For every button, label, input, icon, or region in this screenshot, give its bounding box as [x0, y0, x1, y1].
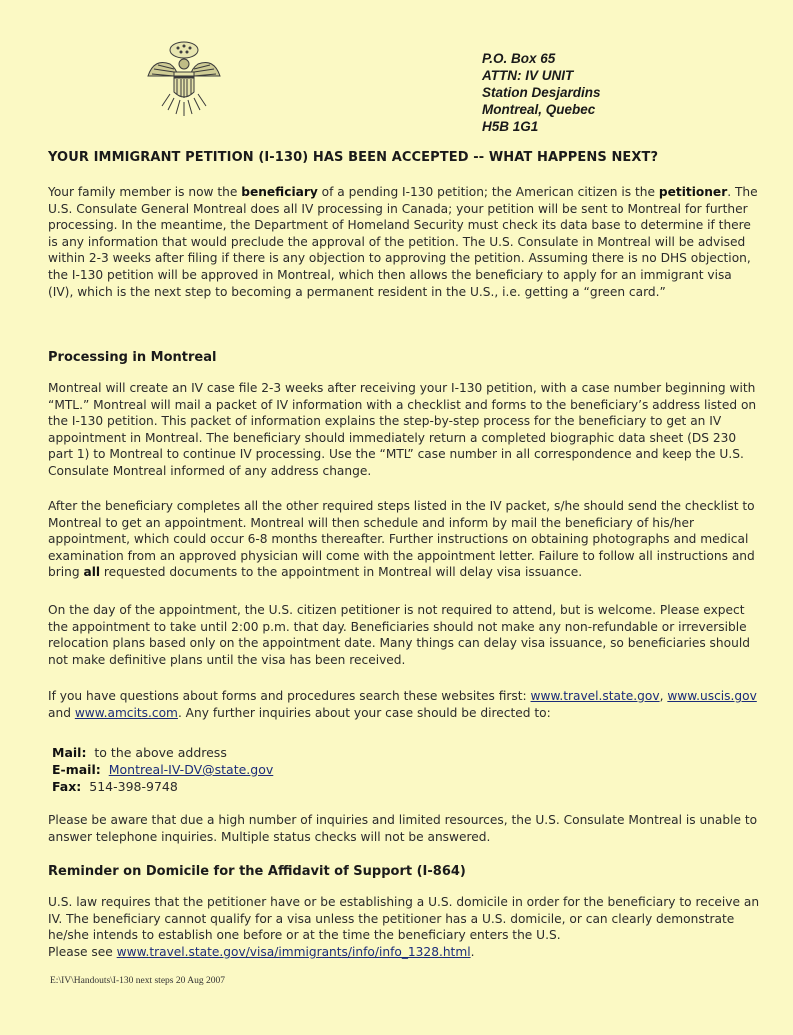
paragraph-text: On the day of the appointment, the U.S. citizen petitioner is not required to attend, but is welcome. Please expect the appointment to take until 2:00 p.m. that day. Beneficiaries should not make any non-refundable or irreversible relocation plans based only on the appointment date. Many things can delay visa issuance, so beneficiaries should not make definitive plans until the visa has been received. [48, 603, 750, 667]
emphasis-all: all [83, 565, 101, 580]
petitioner-term: petitioner [658, 185, 728, 199]
email-link[interactable]: Montreal-IV-DV@state.gov [108, 762, 274, 777]
address-line: P.O. Box 65 [482, 51, 556, 66]
text: . Any further inquiries about your case should be directed to: [177, 705, 551, 720]
notice-paragraph [48, 812, 760, 845]
text: and [48, 705, 75, 720]
address-line: ATTN: IV UNIT [482, 68, 574, 83]
travel-state-gov-link[interactable]: www.travel.state.gov [530, 689, 660, 703]
websites-paragraph [48, 688, 760, 721]
processing-paragraph-2 [48, 498, 760, 581]
great-seal-icon [140, 36, 228, 124]
processing-paragraph-3 [48, 602, 760, 668]
text: of a pending I-130 petition; the American citizen is the [317, 185, 659, 199]
email-label: E-mail: [52, 762, 101, 777]
intro-paragraph [48, 184, 760, 300]
fax-label: Fax: [52, 779, 82, 794]
paragraph-text: U.S. law requires that the petitioner have or be establishing a U.S. domicile in order for the beneficiary to receive an IV. The beneficiary cannot qualify for a visa unless the petitioner has a U.S. domicile, or can clearly demonstrate he/she intends to establish one before or at the time the beneficiary enters the U.S. [48, 895, 760, 943]
domicile-info-link[interactable]: www.travel.state.gov/visa/immigrants/info/info_1328.html [116, 944, 471, 959]
text: Your family member is now the [48, 185, 242, 199]
contact-block [52, 744, 273, 795]
section-heading-processing: Processing in Montreal [48, 350, 217, 365]
processing-paragraph-1 [48, 380, 760, 480]
page-title: YOUR IMMIGRANT PETITION (I-130) HAS BEEN ACCEPTED -- WHAT HAPPENS NEXT? [48, 150, 659, 165]
address-line: Station Desjardins [482, 85, 601, 100]
mail-label: Mail: [52, 745, 87, 760]
section-heading-reminder: Reminder on Domicile for the Affidavit of Support (I-864) [48, 864, 466, 879]
amcits-com-link[interactable]: www.amcits.com [74, 705, 178, 720]
paragraph-text: Montreal will create an IV case file 2-3 weeks after receiving your I-130 petition, with a case number beginning with “MTL.” Montreal will mail a packet of IV information with a checklist and forms to the beneficiary’s address listed on the I-130 petition. This packet of information explains the step-by-step process for the beneficiary to get an IV appointment in Montreal. The beneficiary should immediately return a completed biographic data sheet (DS 230 part 1) to Montreal to continue IV processing. Use the “MTL” case number in all correspondence and keep the U.S. Consulate Montreal informed of any address change. [48, 381, 757, 478]
fax-value: 514-398-9748 [89, 779, 178, 794]
address-line: Montreal, Quebec [482, 102, 596, 117]
text: . [470, 944, 475, 959]
text: After the beneficiary completes all the other required steps listed in the IV packet, s/he should send the checklist to Montreal to get an appointment. Montreal will then schedule and inform by mail the beneficiary of his/her appointment, which could occur 6-8 months thereafter. Further instructions on obtaining photographs and medical examination from an approved physician will come with the appointment letter. Failure to follow all instructions and bring [48, 499, 755, 580]
uscis-gov-link[interactable]: www.uscis.gov [667, 689, 757, 703]
mailing-address [482, 50, 601, 135]
text: requested documents to the appointment in Montreal will delay visa issuance. [100, 565, 583, 580]
address-line: H5B 1G1 [482, 119, 539, 134]
reminder-paragraph [48, 894, 760, 960]
text: , [659, 689, 668, 703]
file-path-footer: E:\IV\Handouts\I-130 next steps 20 Aug 2007 [50, 976, 225, 986]
paragraph-text: Please be aware that due a high number of inquiries and limited resources, the U.S. Consulate Montreal is unable to answer telephone inquiries. Multiple status checks will not be answered. [48, 813, 758, 844]
text: If you have questions about forms and procedures search these websites first: [48, 689, 531, 703]
text: . The U.S. Consulate General Montreal does all IV processing in Canada; your petition will be sent to Montreal for further processing. In the meantime, the Department of Homeland Security must check its data base to determine if there is any information that would preclude the approval of the petition. The U.S. Consulate in Montreal will be advised within 2-3 weeks after filing if there is any objection to approving the petition. Assuming there is no DHS objection, the I-130 petition will be approved in Montreal, which then allows the beneficiary to apply for an immigrant visa (IV), which is the next step to becoming a permanent resident in the U.S., i.e. getting a “green card.” [48, 185, 758, 299]
beneficiary-term: beneficiary [241, 185, 318, 199]
mail-value: to the above address [94, 745, 227, 760]
text: Please see [48, 944, 117, 959]
